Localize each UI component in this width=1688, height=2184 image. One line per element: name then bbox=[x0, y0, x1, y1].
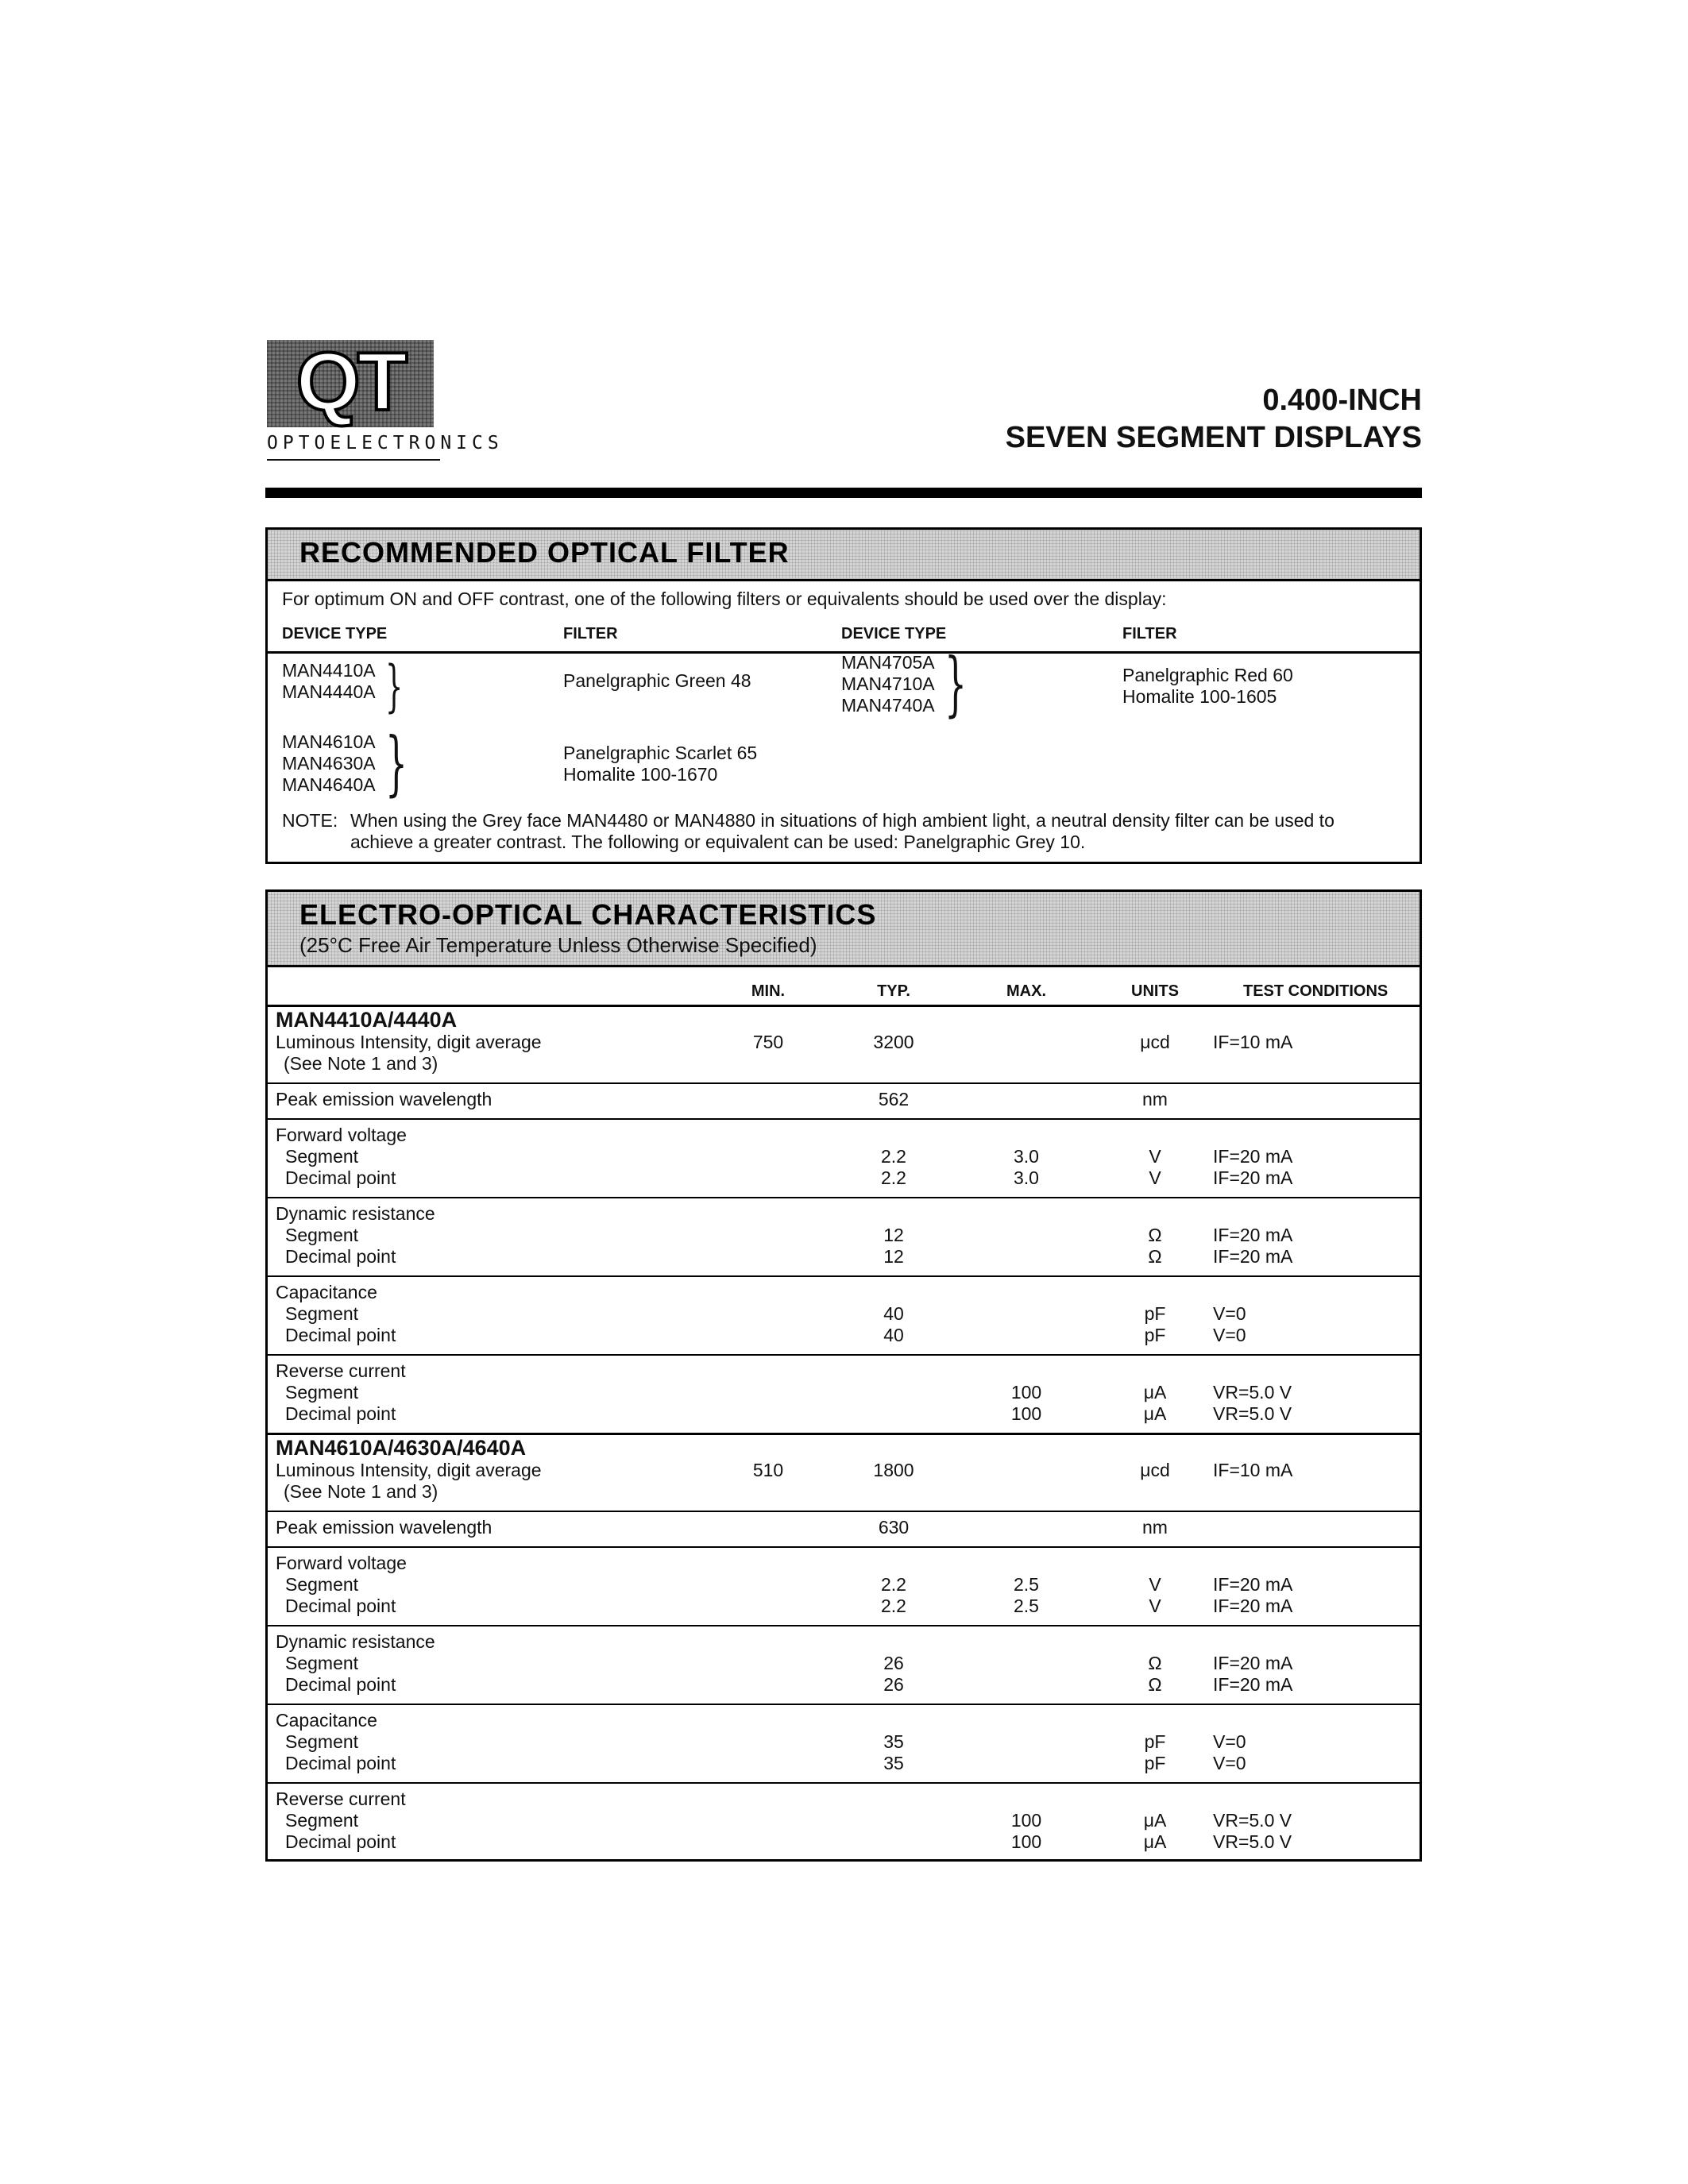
model-heading: MAN4610A/4630A/4640A bbox=[276, 1436, 527, 1460]
eo-header-rule bbox=[268, 1005, 1420, 1007]
logo: QT bbox=[295, 336, 405, 428]
value-units: μcd bbox=[1140, 1460, 1170, 1480]
value-units: V bbox=[1149, 1574, 1161, 1595]
value-units: pF bbox=[1144, 1753, 1166, 1773]
doc-title-line1: 0.400-INCH bbox=[1262, 384, 1422, 417]
value-typ: 2.2 bbox=[881, 1574, 906, 1595]
row-divider bbox=[268, 1433, 1420, 1435]
value-typ: 26 bbox=[883, 1653, 904, 1673]
value-max: 100 bbox=[1010, 1403, 1042, 1424]
test-condition: IF=10 mA bbox=[1213, 1032, 1293, 1052]
row-divider bbox=[268, 1782, 1420, 1784]
value-units: μcd bbox=[1140, 1032, 1170, 1052]
filter-title: RECOMMENDED OPTICAL FILTER bbox=[299, 536, 790, 569]
filter-box bbox=[265, 527, 1422, 864]
param-name: Capacitance bbox=[276, 1282, 377, 1302]
note-line2: achieve a greater contrast. The following or equivalent can be used: Panelgraphic Grey 10. bbox=[350, 832, 1086, 852]
value-typ: 2.2 bbox=[881, 1167, 906, 1188]
brace-icon: } bbox=[385, 722, 408, 804]
filter-col-device: DEVICE TYPE bbox=[282, 625, 388, 642]
device-item: MAN4440A bbox=[282, 681, 376, 702]
value-max: 100 bbox=[1010, 1831, 1042, 1852]
row-divider bbox=[268, 1511, 1420, 1512]
brace-icon: } bbox=[944, 642, 967, 724]
model-heading: MAN4410A/4440A bbox=[276, 1008, 458, 1032]
test-condition: V=0 bbox=[1213, 1303, 1246, 1324]
param-subitem: Segment bbox=[285, 1810, 359, 1831]
test-condition: V=0 bbox=[1213, 1731, 1246, 1752]
logo-underline bbox=[267, 459, 440, 461]
test-condition: IF=10 mA bbox=[1213, 1460, 1293, 1480]
col-min: MIN. bbox=[751, 982, 786, 1000]
test-condition: IF=20 mA bbox=[1213, 1167, 1293, 1188]
device-item: MAN4410A bbox=[282, 660, 376, 681]
test-condition: IF=20 mA bbox=[1213, 1653, 1293, 1673]
value-max: 3.0 bbox=[1014, 1146, 1039, 1167]
param-subitem: Decimal point bbox=[285, 1167, 396, 1188]
param-subitem: Segment bbox=[285, 1225, 359, 1245]
value-typ: 35 bbox=[883, 1753, 904, 1773]
logo-subtitle: OPTOELECTRONICS bbox=[267, 433, 504, 453]
param-subitem: Segment bbox=[285, 1382, 359, 1403]
value-min: 510 bbox=[752, 1460, 784, 1480]
row-divider bbox=[268, 1275, 1420, 1277]
filter-item: Panelgraphic Red 60 bbox=[1122, 665, 1293, 685]
value-units: V bbox=[1149, 1596, 1161, 1616]
value-typ: 40 bbox=[883, 1325, 904, 1345]
value-units: μA bbox=[1143, 1382, 1167, 1403]
value-typ: 12 bbox=[883, 1225, 904, 1245]
test-condition: IF=20 mA bbox=[1213, 1674, 1293, 1695]
row-divider bbox=[268, 1197, 1420, 1198]
col-typ: TYP. bbox=[877, 982, 910, 1000]
value-typ: 35 bbox=[883, 1731, 904, 1752]
row-divider bbox=[268, 1546, 1420, 1548]
value-units: Ω bbox=[1148, 1674, 1162, 1695]
param-subitem: Segment bbox=[285, 1303, 359, 1324]
param-name: Peak emission wavelength bbox=[276, 1517, 492, 1538]
eo-box bbox=[265, 889, 1422, 1862]
value-units: V bbox=[1149, 1146, 1161, 1167]
test-condition: IF=20 mA bbox=[1213, 1574, 1293, 1595]
value-units: Ω bbox=[1148, 1246, 1162, 1267]
value-max: 2.5 bbox=[1014, 1596, 1039, 1616]
value-units: pF bbox=[1144, 1731, 1166, 1752]
param-subitem: Decimal point bbox=[285, 1403, 396, 1424]
param-name: Dynamic resistance bbox=[276, 1631, 435, 1652]
device-item: MAN4640A bbox=[282, 774, 376, 795]
param-subitem: (See Note 1 and 3) bbox=[284, 1481, 438, 1502]
value-max: 100 bbox=[1010, 1382, 1042, 1403]
value-max: 100 bbox=[1010, 1810, 1042, 1831]
param-name: Luminous Intensity, digit average bbox=[276, 1032, 542, 1052]
test-condition: V=0 bbox=[1213, 1753, 1246, 1773]
value-units: pF bbox=[1144, 1303, 1166, 1324]
filter-intro: For optimum ON and OFF contrast, one of the following filters or equivalents should be used over the display: bbox=[282, 588, 1167, 609]
value-units: μA bbox=[1143, 1831, 1167, 1852]
test-condition: VR=5.0 V bbox=[1213, 1831, 1292, 1852]
device-item: MAN4610A bbox=[282, 731, 376, 752]
param-subitem: (See Note 1 and 3) bbox=[284, 1053, 438, 1074]
doc-title-line2: SEVEN SEGMENT DISPLAYS bbox=[1005, 421, 1422, 454]
note-label: NOTE: bbox=[282, 810, 338, 831]
param-subitem: Decimal point bbox=[285, 1831, 396, 1852]
value-max: 2.5 bbox=[1014, 1574, 1039, 1595]
value-typ: 26 bbox=[883, 1674, 904, 1695]
param-subitem: Segment bbox=[285, 1574, 359, 1595]
col-test: TEST CONDITIONS bbox=[1243, 982, 1389, 1000]
filter-item: Panelgraphic Green 48 bbox=[563, 670, 751, 691]
value-min: 750 bbox=[752, 1032, 784, 1052]
value-typ: 40 bbox=[883, 1303, 904, 1324]
value-typ: 3200 bbox=[873, 1032, 914, 1052]
param-subitem: Segment bbox=[285, 1146, 359, 1167]
row-divider bbox=[268, 1082, 1420, 1084]
test-condition: VR=5.0 V bbox=[1213, 1403, 1292, 1424]
col-max: MAX. bbox=[1006, 982, 1046, 1000]
param-name: Capacitance bbox=[276, 1710, 377, 1731]
value-typ: 562 bbox=[878, 1089, 910, 1109]
filter-col-filter2: FILTER bbox=[1122, 625, 1177, 642]
filter-band-rule bbox=[268, 579, 1420, 581]
param-name: Forward voltage bbox=[276, 1553, 407, 1573]
eo-title: ELECTRO-OPTICAL CHARACTERISTICS bbox=[299, 898, 877, 931]
value-units: Ω bbox=[1148, 1653, 1162, 1673]
value-typ: 2.2 bbox=[881, 1146, 906, 1167]
value-units: μA bbox=[1143, 1403, 1167, 1424]
param-subitem: Segment bbox=[285, 1731, 359, 1752]
brace-icon: } bbox=[385, 654, 404, 719]
filter-col-device2: DEVICE TYPE bbox=[841, 625, 947, 642]
test-condition: IF=20 mA bbox=[1213, 1225, 1293, 1245]
row-divider bbox=[268, 1704, 1420, 1705]
note-line1: When using the Grey face MAN4480 or MAN4880 in situations of high ambient light, a neutral density filter can be used to bbox=[350, 810, 1335, 831]
param-name: Reverse current bbox=[276, 1360, 406, 1381]
param-name: Peak emission wavelength bbox=[276, 1089, 492, 1109]
value-typ: 2.2 bbox=[881, 1596, 906, 1616]
filter-item: Homalite 100-1670 bbox=[563, 764, 718, 785]
value-units: pF bbox=[1144, 1325, 1166, 1345]
row-divider bbox=[268, 1118, 1420, 1120]
param-name: Dynamic resistance bbox=[276, 1203, 435, 1224]
value-units: V bbox=[1149, 1167, 1161, 1188]
test-condition: VR=5.0 V bbox=[1213, 1810, 1292, 1831]
param-subitem: Decimal point bbox=[285, 1325, 396, 1345]
test-condition: IF=20 mA bbox=[1213, 1146, 1293, 1167]
param-name: Forward voltage bbox=[276, 1125, 407, 1145]
value-typ: 12 bbox=[883, 1246, 904, 1267]
value-units: μA bbox=[1143, 1810, 1167, 1831]
test-condition: VR=5.0 V bbox=[1213, 1382, 1292, 1403]
param-subitem: Decimal point bbox=[285, 1596, 396, 1616]
filter-item: Panelgraphic Scarlet 65 bbox=[563, 743, 758, 763]
device-item: MAN4705A bbox=[841, 652, 935, 673]
test-condition: IF=20 mA bbox=[1213, 1246, 1293, 1267]
eo-subtitle: (25°C Free Air Temperature Unless Otherwise Specified) bbox=[299, 933, 817, 957]
param-subitem: Decimal point bbox=[285, 1246, 396, 1267]
test-condition: IF=20 mA bbox=[1213, 1596, 1293, 1616]
row-divider bbox=[268, 1625, 1420, 1626]
device-item: MAN4630A bbox=[282, 753, 376, 774]
value-units: nm bbox=[1142, 1089, 1168, 1109]
value-units: Ω bbox=[1148, 1225, 1162, 1245]
param-name: Luminous Intensity, digit average bbox=[276, 1460, 542, 1480]
device-item: MAN4710A bbox=[841, 673, 935, 694]
value-typ: 1800 bbox=[873, 1460, 914, 1480]
param-subitem: Segment bbox=[285, 1653, 359, 1673]
test-condition: V=0 bbox=[1213, 1325, 1246, 1345]
col-units: UNITS bbox=[1131, 982, 1179, 1000]
header-rule bbox=[265, 488, 1422, 498]
eo-band-rule bbox=[268, 965, 1420, 967]
device-item: MAN4740A bbox=[841, 695, 935, 716]
param-name: Reverse current bbox=[276, 1788, 406, 1809]
value-max: 3.0 bbox=[1014, 1167, 1039, 1188]
param-subitem: Decimal point bbox=[285, 1674, 396, 1695]
row-divider bbox=[268, 1354, 1420, 1356]
filter-col-filter: FILTER bbox=[563, 625, 618, 642]
param-subitem: Decimal point bbox=[285, 1753, 396, 1773]
value-typ: 630 bbox=[878, 1517, 910, 1538]
value-units: nm bbox=[1142, 1517, 1168, 1538]
filter-item: Homalite 100-1605 bbox=[1122, 686, 1277, 707]
